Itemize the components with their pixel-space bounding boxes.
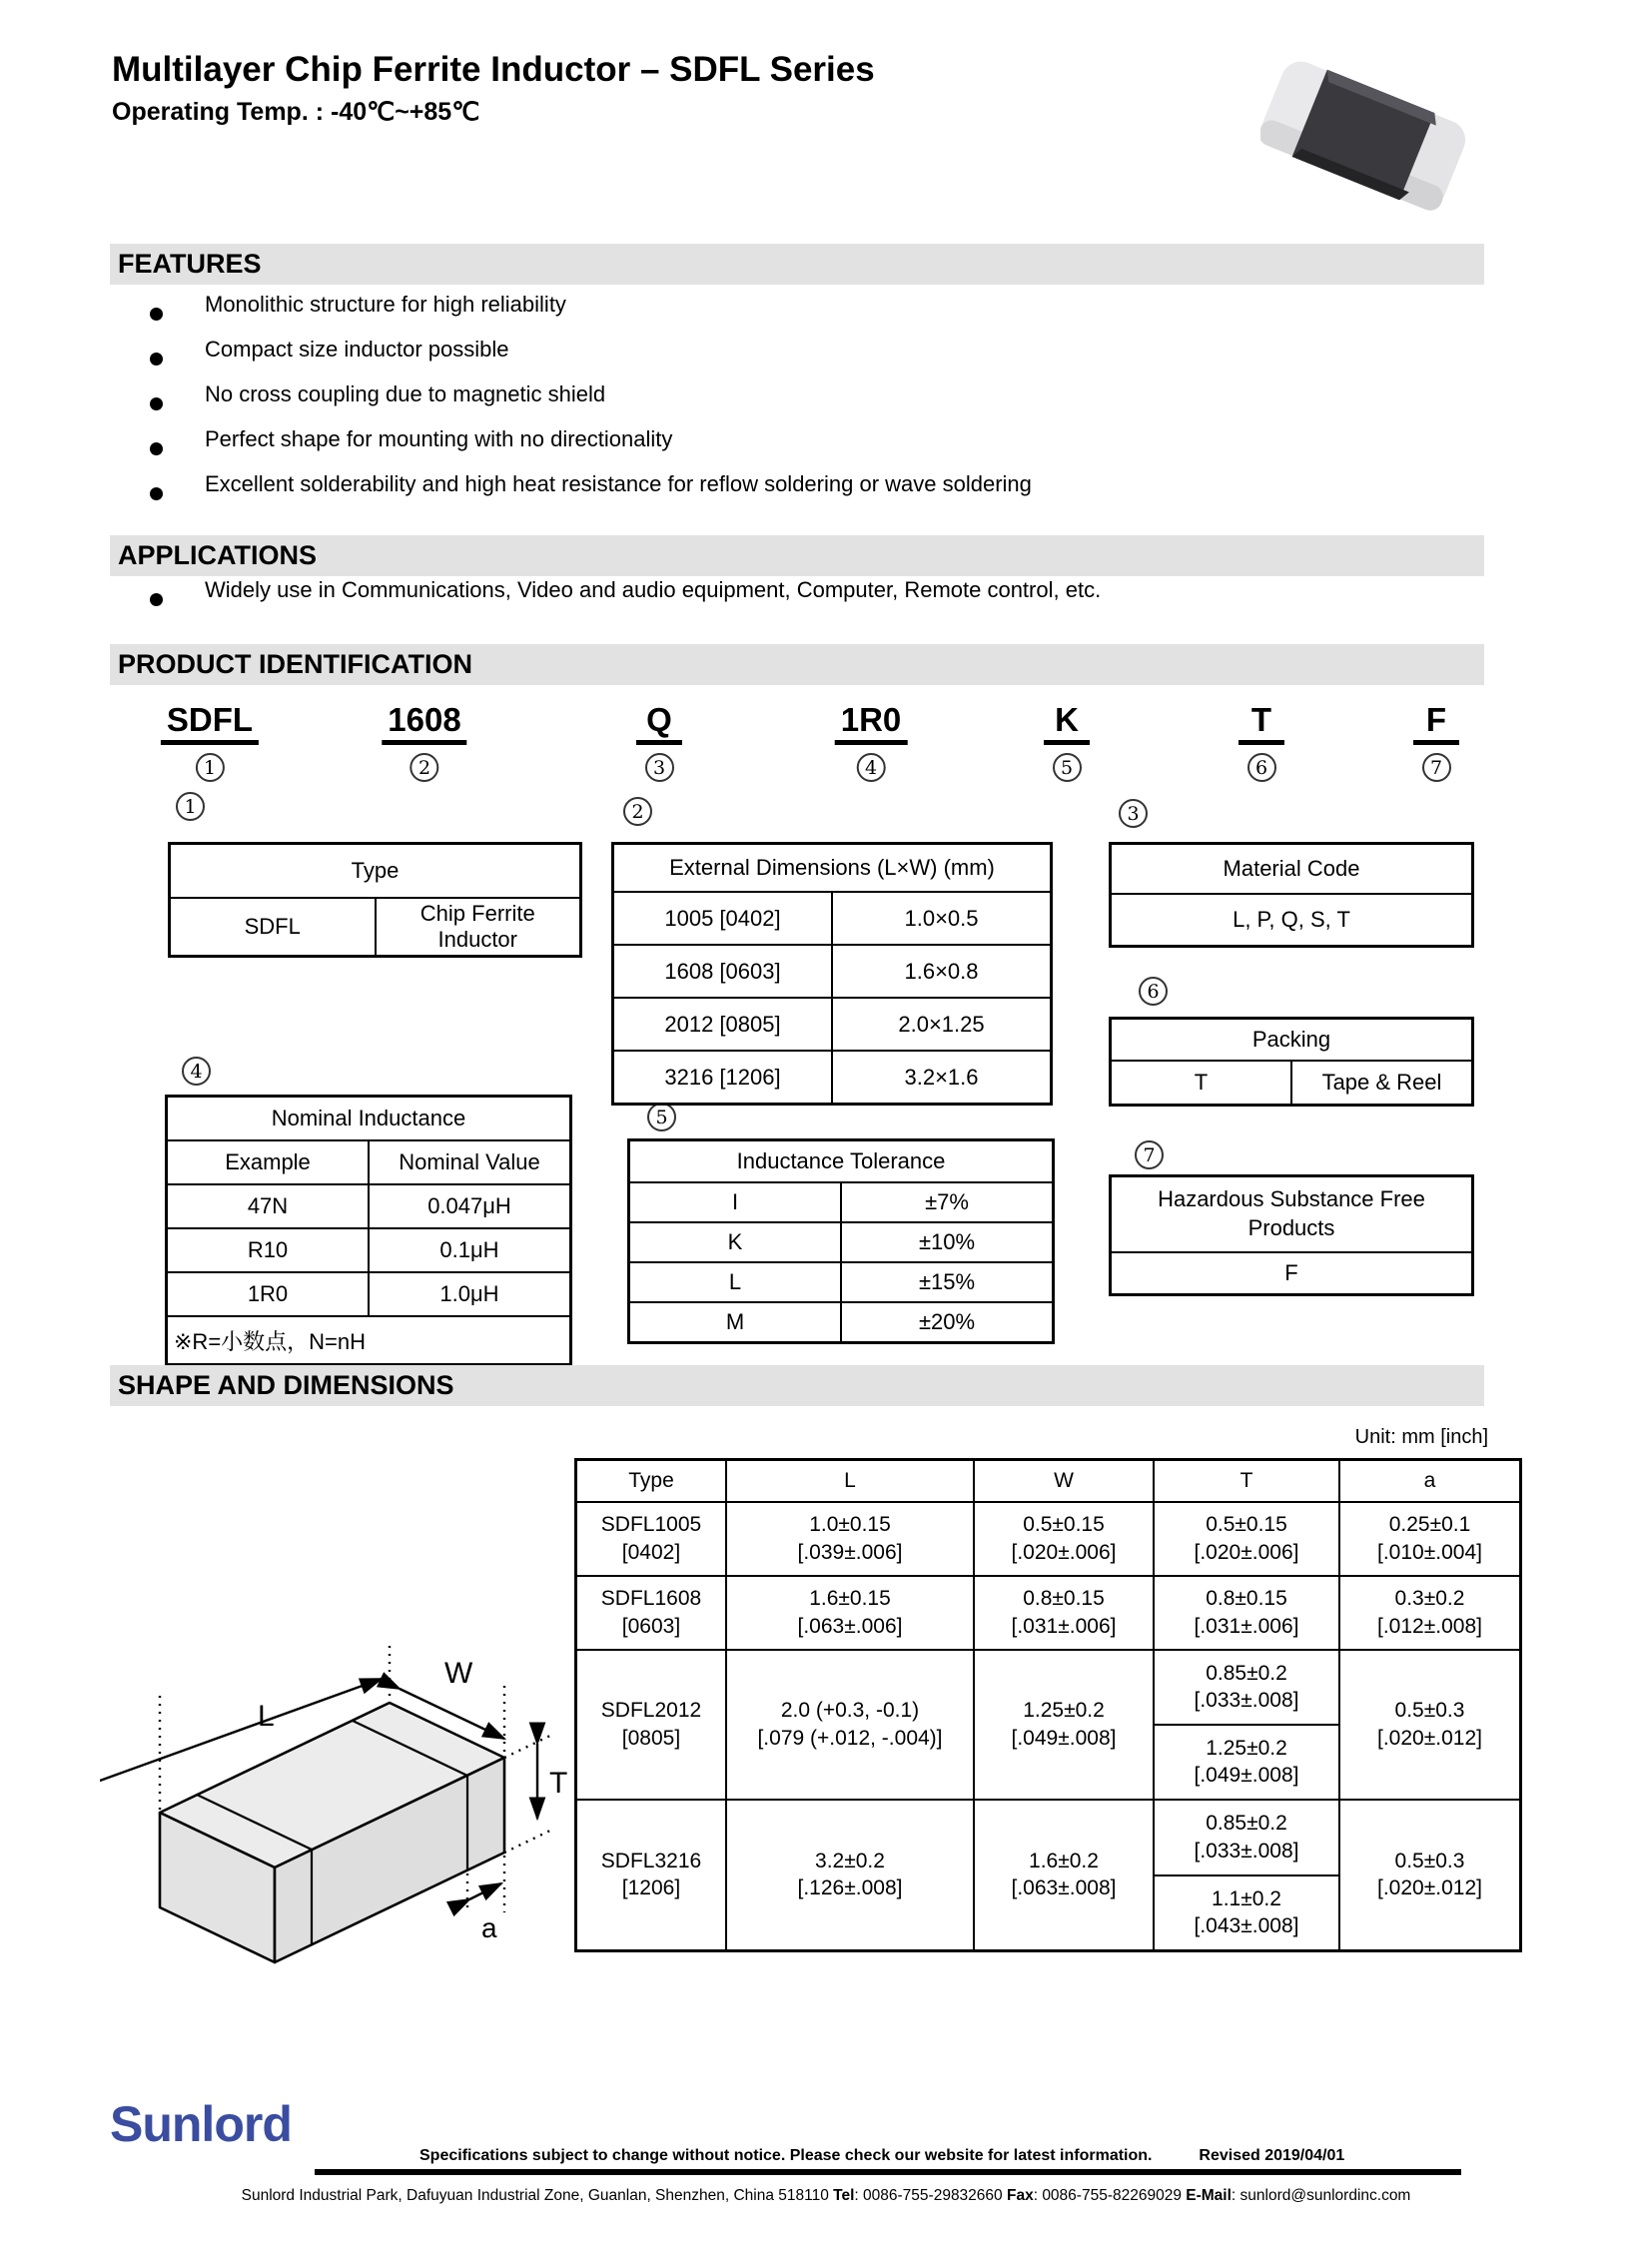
code-segment — [1044, 701, 1090, 782]
table-cell: 0.8±0.15 [.031±.006] — [974, 1576, 1154, 1650]
table-cell: 0.5±0.15 [.020±.006] — [974, 1502, 1154, 1576]
email-value: : sunlord@sunlordinc.com — [1231, 2187, 1411, 2204]
feature-text: No cross coupling due to magnetic shield — [205, 381, 606, 406]
table-row — [576, 1800, 1521, 1875]
table-cell: F — [1111, 1252, 1473, 1295]
feature-text: Compact size inductor possible — [205, 337, 509, 362]
code-segment — [636, 701, 682, 782]
table-cell: 0.5±0.15 [.020±.006] — [1154, 1502, 1339, 1576]
table-cell: R10 — [167, 1228, 370, 1272]
circled-number: 7 — [1422, 753, 1451, 782]
page-subtitle: Operating Temp. : -40℃~+85℃ — [112, 98, 480, 126]
section-heading-product-identification: PRODUCT IDENTIFICATION — [110, 644, 1484, 685]
table-cell: 1.0μH — [369, 1272, 571, 1316]
feature-text: Perfect shape for mounting with no directionality — [205, 426, 673, 451]
circled-number: 3 — [645, 753, 674, 782]
table-cell: ±20% — [841, 1302, 1054, 1343]
circled-number: 4 — [182, 1057, 211, 1086]
table-cell: 1.0±0.15 [.039±.006] — [726, 1502, 974, 1576]
bullet-icon — [150, 487, 163, 500]
features-list — [150, 292, 1032, 516]
bullet-icon — [150, 308, 163, 321]
table-header — [1111, 1176, 1473, 1253]
circled-number: 6 — [1247, 753, 1276, 782]
table-cell: 47N — [167, 1184, 370, 1228]
table-cell: 2012 [0805] — [613, 998, 833, 1051]
table-note: ※R=小数点，N=nH — [167, 1316, 571, 1365]
notice-text: Specifications subject to change without notice. Please check our website for latest information. — [419, 2147, 1153, 2164]
table-cell: SDFL3216 [1206] — [576, 1800, 727, 1951]
code-segment — [835, 701, 908, 782]
circled-number: 2 — [623, 797, 652, 826]
footer-address — [0, 2187, 1652, 2205]
table-header: Type — [170, 844, 581, 899]
table-cell: L — [629, 1262, 842, 1302]
list-item — [150, 381, 1032, 426]
table-header: Nominal Inductance — [167, 1097, 571, 1141]
table-header: Material Code — [1111, 844, 1473, 895]
code-segment — [1413, 701, 1459, 782]
unit-note: Unit: mm [inch] — [1354, 1426, 1488, 1448]
table-cell: 0.3±0.2 [.012±.008] — [1339, 1576, 1521, 1650]
circled-number: 6 — [1139, 977, 1168, 1006]
list-item — [150, 426, 1032, 471]
chip-product-photo — [1260, 40, 1470, 235]
table-cell: 0.25±0.1 [.010±.004] — [1339, 1502, 1521, 1576]
table-cell: 1.1±0.2 [.043±.008] — [1154, 1875, 1339, 1951]
table-header: Packing — [1111, 1019, 1473, 1062]
dimension-label-l: L — [258, 1700, 275, 1733]
table-cell: 1.6±0.15 [.063±.006] — [726, 1576, 974, 1650]
table-cell: 0.85±0.2 [.033±.008] — [1154, 1650, 1339, 1725]
column-header: T — [1154, 1460, 1339, 1502]
revision-date: Revised 2019/04/01 — [1199, 2147, 1345, 2164]
table-cell: M — [629, 1302, 842, 1343]
list-item — [150, 337, 1032, 381]
circled-number: 1 — [176, 792, 205, 821]
table-cell: 1R0 — [167, 1272, 370, 1316]
table-header: Inductance Tolerance — [629, 1140, 1054, 1183]
fax-label: Fax — [1006, 2187, 1034, 2204]
code-text: K — [1044, 701, 1090, 745]
header-line: Products — [1247, 1215, 1335, 1240]
table-cell: 1608 [0603] — [613, 945, 833, 998]
circled-number: 5 — [1053, 753, 1082, 782]
inductance-tolerance-table — [627, 1138, 1055, 1344]
packing-table — [1109, 1017, 1474, 1107]
table-cell: SDFL2012 [0805] — [576, 1650, 727, 1800]
external-dimensions-table — [611, 842, 1053, 1106]
dimension-label-a: a — [481, 1912, 497, 1943]
list-item — [150, 577, 1101, 622]
feature-text: Excellent solderability and high heat resistance for reflow soldering or wave soldering — [205, 471, 1032, 496]
header-line: Hazardous Substance Free — [1158, 1186, 1425, 1212]
code-segment — [1239, 701, 1284, 782]
email-label: E-Mail — [1186, 2187, 1232, 2204]
footer-notice — [419, 2147, 1344, 2165]
table-row — [576, 1576, 1521, 1650]
list-item — [150, 471, 1032, 516]
table-cell: T — [1111, 1061, 1292, 1106]
table-cell: SDFL — [170, 898, 376, 957]
nominal-inductance-table — [165, 1095, 572, 1366]
section-heading-features: FEATURES — [110, 244, 1484, 285]
list-item — [150, 292, 1032, 337]
column-header: L — [726, 1460, 974, 1502]
code-text: 1R0 — [835, 701, 908, 745]
table-cell: I — [629, 1182, 842, 1222]
circled-number: 2 — [410, 753, 438, 782]
type-table — [168, 842, 582, 958]
circled-number: 7 — [1135, 1140, 1164, 1169]
dimension-label-w: W — [444, 1657, 473, 1690]
table-cell: 3216 [1206] — [613, 1051, 833, 1105]
table-cell: 0.1μH — [369, 1228, 571, 1272]
table-cell: 0.5±0.3 [.020±.012] — [1339, 1800, 1521, 1951]
table-cell: Chip Ferrite Inductor — [376, 898, 581, 957]
page-title: Multilayer Chip Ferrite Inductor – SDFL Series — [112, 50, 875, 89]
table-cell: 1.0×0.5 — [832, 892, 1052, 945]
table-cell: 3.2×1.6 — [832, 1051, 1052, 1105]
table-cell: 2.0 (+0.3, -0.1) [.079 (+.012, -.004)] — [726, 1650, 974, 1800]
application-text: Widely use in Communications, Video and audio equipment, Computer, Remote control, etc. — [205, 577, 1102, 602]
circled-number: 1 — [195, 753, 224, 782]
code-text: F — [1413, 701, 1459, 745]
table-cell: 0.5±0.3 [.020±.012] — [1339, 1650, 1521, 1800]
table-cell: 0.8±0.15 [.031±.006] — [1154, 1576, 1339, 1650]
code-segment — [161, 701, 259, 782]
table-cell: 2.0×1.25 — [832, 998, 1052, 1051]
table-cell: K — [629, 1222, 842, 1262]
table-cell: SDFL1608 [0603] — [576, 1576, 727, 1650]
code-text: Q — [636, 701, 682, 745]
sunlord-logo: Sunlord — [110, 2096, 292, 2152]
table-cell: 1.6±0.2 [.063±.008] — [974, 1800, 1154, 1951]
address-text: Sunlord Industrial Park, Dafuyuan Industrial Zone, Guanlan, Shenzhen, China 518110 — [241, 2187, 834, 2204]
fax-value: : 0086-755-82269029 — [1033, 2187, 1187, 2204]
circled-number: 5 — [647, 1103, 676, 1131]
column-header: W — [974, 1460, 1154, 1502]
material-code-table — [1109, 842, 1474, 948]
table-cell: Tape & Reel — [1291, 1061, 1473, 1106]
circled-number: 3 — [1119, 799, 1148, 828]
code-text: SDFL — [161, 701, 259, 745]
footer-divider — [315, 2169, 1461, 2175]
column-header: Nominal Value — [369, 1140, 571, 1184]
code-text: 1608 — [382, 701, 466, 745]
column-header: Type — [576, 1460, 727, 1502]
bullet-icon — [150, 353, 163, 366]
code-segment — [382, 701, 466, 782]
table-cell: 0.85±0.2 [.033±.008] — [1154, 1800, 1339, 1875]
table-cell: ±15% — [841, 1262, 1054, 1302]
hazardous-substance-table — [1109, 1174, 1474, 1296]
part-number-code-row — [0, 701, 1652, 791]
code-text: T — [1239, 701, 1284, 745]
table-cell: ±10% — [841, 1222, 1054, 1262]
table-cell: L, P, Q, S, T — [1111, 894, 1473, 947]
column-header: a — [1339, 1460, 1521, 1502]
feature-text: Monolithic structure for high reliability — [205, 292, 566, 317]
table-cell: 1005 [0402] — [613, 892, 833, 945]
section-heading-applications: APPLICATIONS — [110, 535, 1484, 576]
table-row — [576, 1650, 1521, 1725]
table-cell: ±7% — [841, 1182, 1054, 1222]
table-header: External Dimensions (L×W) (mm) — [613, 844, 1052, 893]
table-row — [576, 1502, 1521, 1576]
tel-value: : 0086-755-29832660 — [854, 2187, 1007, 2204]
bullet-icon — [150, 593, 163, 606]
table-cell: 0.047μH — [369, 1184, 571, 1228]
shape-dimensions-table — [574, 1458, 1522, 1952]
dimension-label-t: T — [549, 1767, 568, 1800]
table-cell: SDFL1005 [0402] — [576, 1502, 727, 1576]
bullet-icon — [150, 397, 163, 410]
table-cell: 1.6×0.8 — [832, 945, 1052, 998]
tel-label: Tel — [833, 2187, 855, 2204]
table-cell: 1.25±0.2 [.049±.008] — [974, 1650, 1154, 1800]
section-heading-shape-dimensions: SHAPE AND DIMENSIONS — [110, 1365, 1484, 1406]
chip-dimension-diagram — [100, 1548, 569, 2007]
table-cell: 3.2±0.2 [.126±.008] — [726, 1800, 974, 1951]
applications-list — [150, 577, 1101, 622]
bullet-icon — [150, 442, 163, 455]
column-header: Example — [167, 1140, 370, 1184]
circled-number: 4 — [856, 753, 885, 782]
table-cell: 1.25±0.2 [.049±.008] — [1154, 1725, 1339, 1800]
